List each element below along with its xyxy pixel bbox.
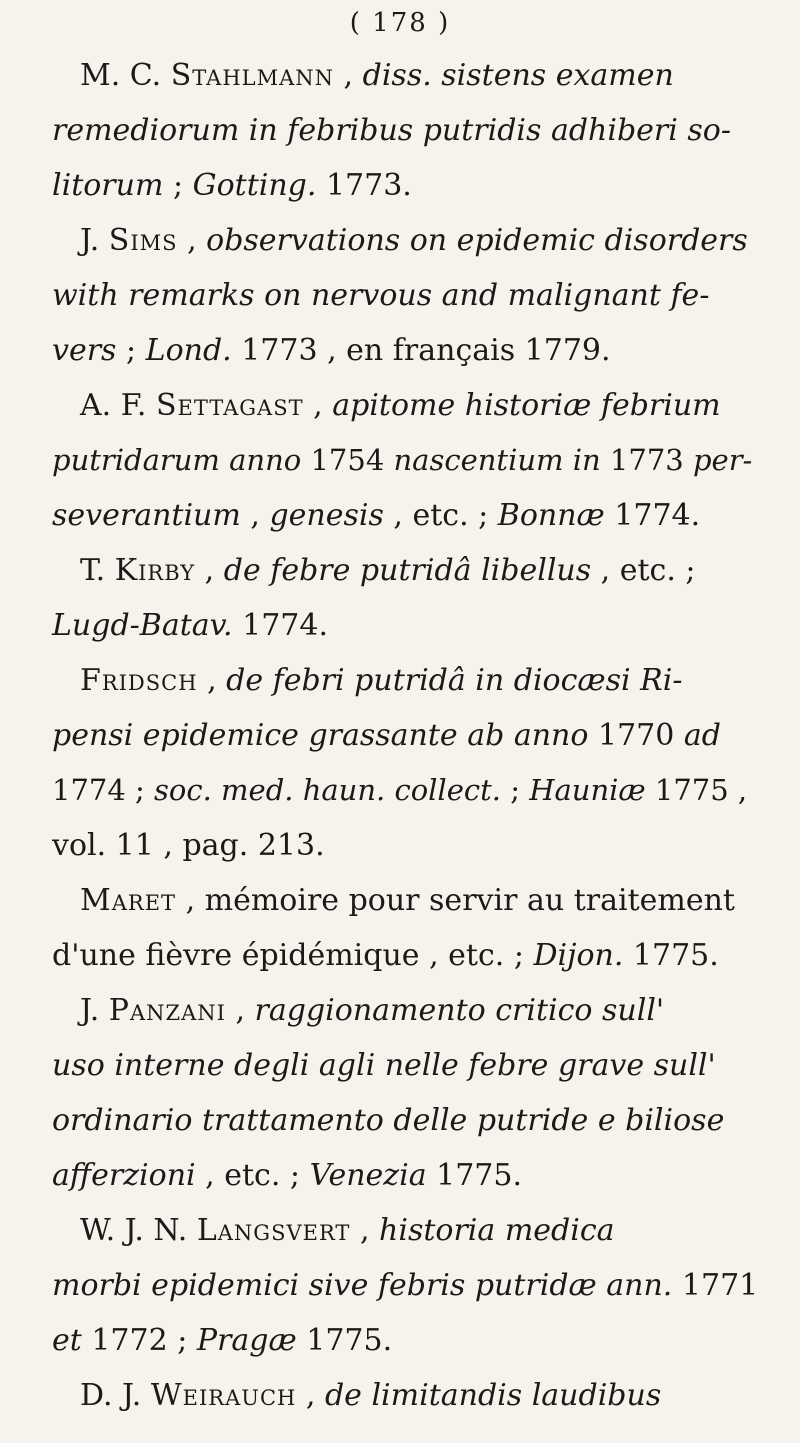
italic-text: afferzioni	[52, 1158, 196, 1193]
italic-text: pensi epidemice grassante ab anno	[52, 718, 589, 753]
text-segment: ,	[296, 1378, 325, 1413]
text-line	[52, 268, 764, 323]
text-segment: 1773 , en français 1779.	[231, 333, 611, 368]
text-segment: 1775 ,	[645, 773, 748, 807]
text-segment: 1775.	[426, 1158, 523, 1193]
text-line	[52, 543, 764, 598]
text-line	[52, 378, 764, 433]
text-segment: M. C.	[80, 58, 171, 93]
text-segment: 1772 ;	[81, 1323, 197, 1358]
text-line	[52, 488, 764, 543]
italic-text: per-	[692, 443, 753, 477]
text-segment: ,	[177, 223, 207, 258]
text-line	[52, 323, 764, 378]
author-name: Panzani	[108, 993, 226, 1028]
text-line	[52, 1313, 764, 1368]
italic-text: raggionamento critico sull'	[254, 993, 665, 1028]
text-segment: ,	[225, 993, 255, 1028]
text-segment: 1774 ;	[52, 773, 155, 807]
text-line	[52, 103, 764, 158]
text-line	[52, 433, 764, 488]
text-segment: 1774.	[232, 608, 329, 643]
author-name: Settagast	[155, 388, 304, 423]
text-line	[52, 928, 764, 983]
italic-text: vers	[52, 333, 117, 368]
text-line	[52, 1093, 764, 1148]
italic-text: remediorum in febribus putridis adhiberi so-	[52, 113, 731, 148]
text-segment: J.	[80, 993, 109, 1028]
italic-text: putridarum anno	[52, 443, 302, 477]
text-line	[52, 708, 764, 763]
italic-text: Hauniæ	[529, 773, 646, 807]
author-name: Fridsch	[80, 663, 198, 698]
author-name: Sims	[108, 223, 178, 258]
text-segment: J.	[80, 223, 109, 258]
text-line	[52, 213, 764, 268]
italic-text: de limitandis laudibus	[324, 1378, 662, 1413]
text-line	[52, 158, 764, 213]
text-segment: ,	[197, 663, 227, 698]
text-segment: ,	[334, 58, 363, 93]
italic-text: de febre putridâ libellus	[223, 553, 592, 588]
text-segment: ,	[303, 388, 333, 423]
text-line	[52, 818, 764, 873]
author-name: Stahlmann	[170, 58, 335, 93]
bibliography-entries	[52, 48, 764, 1423]
text-line	[52, 873, 764, 928]
text-segment: 1754	[301, 443, 394, 477]
text-segment: 1773	[600, 443, 693, 477]
page-number: ( 178 )	[349, 8, 451, 38]
text-segment: D. J.	[80, 1378, 151, 1413]
italic-text: severantium	[52, 498, 241, 533]
text-segment: 1771	[672, 1268, 759, 1303]
text-segment: ;	[116, 333, 146, 368]
text-segment: , etc. ;	[383, 498, 498, 533]
text-segment: 1770	[588, 718, 684, 753]
italic-text: Gotting.	[192, 168, 317, 203]
text-segment: ;	[163, 168, 193, 203]
italic-text: historia medica	[379, 1213, 615, 1248]
text-segment: , etc. ;	[195, 1158, 310, 1193]
text-segment: W. J. N.	[80, 1213, 197, 1248]
italic-text: diss. sistens examen	[362, 58, 674, 93]
italic-text: ad	[683, 718, 721, 753]
italic-text: morbi epidemici sive febris putridæ ann.	[52, 1268, 673, 1303]
author-name: Langsvert	[196, 1213, 351, 1248]
text-line	[52, 1148, 764, 1203]
text-segment: A. F.	[80, 388, 156, 423]
italic-text: with remarks on nervous and malignant fe-	[52, 278, 710, 313]
italic-text: Bonnæ	[497, 498, 605, 533]
text-segment: ,	[195, 553, 224, 588]
author-name: Weirauch	[150, 1378, 297, 1413]
italic-text: Venezia	[309, 1158, 427, 1193]
text-line	[52, 1258, 764, 1313]
italic-text: ordinario trattamento delle putride e biliose	[52, 1103, 725, 1138]
italic-text: uso interne degli agli nelle febre grave sull'	[52, 1048, 716, 1083]
text-segment: 1775.	[296, 1323, 393, 1358]
italic-text: apitome historiæ febrium	[332, 388, 721, 423]
text-segment: ,	[240, 498, 270, 533]
text-segment: 1773.	[316, 168, 412, 203]
text-segment: 1775.	[623, 938, 719, 973]
text-line	[52, 763, 764, 818]
text-segment: , etc. ;	[591, 553, 696, 588]
italic-text: soc. med. haun. collect.	[154, 773, 501, 807]
text-segment: 1774.	[604, 498, 701, 533]
text-line	[52, 1038, 764, 1093]
text-line	[52, 1203, 764, 1258]
text-segment: vol. 11 , pag. 213.	[52, 828, 325, 863]
italic-text: Lond.	[145, 333, 232, 368]
italic-text: Pragæ	[196, 1323, 297, 1358]
text-line	[52, 983, 764, 1038]
italic-text: genesis	[269, 498, 384, 533]
italic-text: nascentium in	[393, 443, 601, 477]
italic-text: litorum	[52, 168, 164, 203]
text-line	[52, 1368, 764, 1423]
italic-text: observations on epidemic disorders	[206, 223, 748, 258]
italic-text: de febri putridâ in diocæsi Ri-	[226, 663, 683, 698]
text-segment: ,	[350, 1213, 380, 1248]
italic-text: Lugd-Batav.	[52, 608, 233, 643]
text-line	[52, 653, 764, 708]
text-line	[52, 48, 764, 103]
author-name: Maret	[80, 883, 177, 918]
italic-text: et	[52, 1323, 82, 1358]
author-name: Kirby	[114, 553, 196, 588]
text-segment: d'une fièvre épidémique , etc. ;	[52, 938, 534, 973]
text-segment: T.	[80, 553, 115, 588]
text-segment: ;	[500, 773, 530, 807]
text-line	[52, 598, 764, 653]
italic-text: Dijon.	[533, 938, 624, 973]
text-segment: , mémoire pour servir au traitement	[176, 883, 735, 918]
